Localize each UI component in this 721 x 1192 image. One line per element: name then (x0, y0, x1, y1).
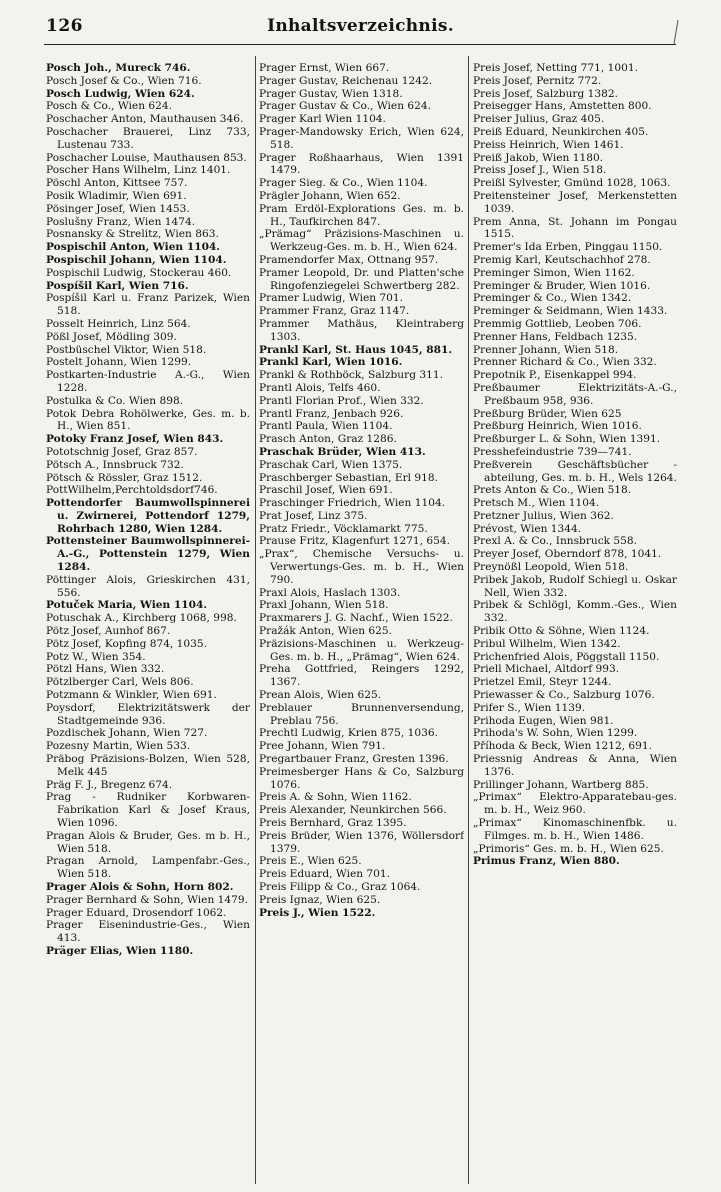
index-entry: Posch Joh., Mureck 746. (46, 62, 191, 74)
index-entry: Praxl Johann, Wien 518. (259, 599, 389, 612)
index-entry: Pospíšil Karl, Wien 716. (46, 279, 189, 292)
index-entry: Posch & Co., Wien 624. (46, 100, 172, 113)
index-entry: Preis Filipp & Co., Graz 1064. (259, 881, 421, 893)
index-entry: Preitensteiner Josef, Merkenstetten 1039. (473, 189, 677, 215)
index-entry: Prager Ernst, Wien 667. (259, 62, 390, 74)
index-entry: Preha Gottfried, Reingers 1292, 1367. (259, 663, 464, 689)
index-entry: Prantl Florian Prof., Wien 332. (259, 394, 424, 407)
index-entry: Prasch Anton, Graz 1286. (259, 433, 397, 446)
index-entry: Preiß Jakob, Wien 1180. (473, 151, 604, 164)
index-entry: Preis Bernhard, Graz 1395. (259, 817, 407, 830)
index-entry: Prantl Paula, Wien 1104. (259, 420, 393, 433)
index-entry: Preyer Josef, Oberndorf 878, 1041. (473, 548, 662, 561)
index-entry: Preis A. & Sohn, Wien 1162. (259, 791, 412, 804)
index-entry: Prenner Johann, Wien 518. (473, 343, 619, 356)
index-entry: Preßburger L. & Sohn, Wien 1391. (473, 433, 661, 446)
index-entry: Praschberger Sebastian, Erl 918. (259, 471, 439, 484)
index-entry: Pramer Leopold, Dr. und Platten'sche Ringofenziegelei Schwertberg 282. (259, 266, 464, 292)
index-entry: Postbüschel Viktor, Wien 518. (46, 343, 207, 356)
index-entry: Premig Karl, Keutschachhof 278. (473, 253, 651, 266)
index-entry: Prévost, Wien 1344. (473, 522, 582, 535)
index-entry: Preblauer Brunnenversendung, Preblau 756. (259, 701, 464, 727)
index-entry: Pregartbauer Franz, Gresten 1396. (259, 753, 449, 766)
index-entry: Postkarten-Industrie A.-G., Wien 1228. (46, 369, 250, 394)
index-entry: Preiss Josef J., Wien 518. (473, 164, 607, 177)
index-entry: Praschil Josef, Wien 691. (259, 484, 393, 497)
index-entry: Preiser Julius, Graz 405. (473, 113, 605, 126)
index-entry: Preis Ignaz, Wien 625. (259, 893, 381, 906)
index-entry: Preis Josef, Pernitz 772. (473, 74, 602, 87)
index-entry: Potoky Franz Josef, Wien 843. (46, 433, 224, 446)
index-entry: „Primax“ Elektro-Apparatebau-ges. m. b. H., Weiz 960. (473, 791, 677, 817)
index-entry: Pribek Jakob, Rudolf Schiegl u. Oskar Nell, Wien 332. (473, 573, 677, 599)
index-entry: Pototschnig Josef, Graz 857. (46, 445, 198, 458)
index-entry: Pribek & Schlögl, Komm.-Ges., Wien 332. (473, 599, 677, 625)
index-entry: Pramer Ludwig, Wien 701. (259, 292, 404, 305)
index-entry: Potz W., Wien 354. (46, 650, 146, 663)
index-entry: Premmig Gottlieb, Leoben 706. (473, 317, 642, 330)
index-entry: Prammer Franz, Graz 1147. (259, 305, 410, 318)
index-entry: Pottensteiner Baumwollspinnerei-A.-G., Pottenstein 1279, Wien 1284. (46, 535, 250, 574)
index-entry: Prager Alois & Sohn, Horn 802. (46, 881, 234, 893)
index-entry: Prager Eduard, Drosendorf 1062. (46, 906, 227, 919)
index-entry: Posch Josef & Co., Wien 716. (46, 74, 202, 87)
index-entry: Prean Alois, Wien 625. (259, 689, 382, 702)
index-entry: Prillinger Johann, Wartberg 885. (473, 778, 649, 791)
index-entry: Prankl Karl, Wien 1016. (259, 356, 403, 369)
index-entry: Preynößl Leopold, Wien 518. (473, 561, 629, 574)
index-entry: Příhoda & Beck, Wien 1212, 691. (473, 740, 653, 753)
index-entry: „Primax“ Kinomaschinenfbk. u. Filmges. m. b. H., Wien 1486. (473, 817, 677, 842)
index-entry: Pragan Arnold, Lampenfabr.-Ges., Wien 518. (46, 855, 250, 881)
index-column-2 (259, 62, 464, 1182)
index-entry: Pötz Josef, Aunhof 867. (46, 625, 171, 638)
index-entry: Prause Fritz, Klagenfurt 1271, 654. (259, 535, 450, 548)
index-entry: Prager Roßhaarhaus, Wien 1391 1479. (259, 151, 464, 177)
index-entry: Pöschl Anton, Kittsee 757. (46, 177, 188, 190)
index-entry: Priell Michael, Altdorf 993. (473, 663, 620, 676)
index-entry: Prexl A. & Co., Innsbruck 558. (473, 535, 638, 548)
index-entry: Prat Josef, Linz 375. (259, 509, 368, 522)
index-entry: Premer's Ida Erben, Pinggau 1150. (473, 241, 663, 254)
index-entry: Preimesberger Hans & Co, Salzburg 1076. (259, 765, 464, 791)
index-entry: Posselt Heinrich, Linz 564. (46, 317, 191, 330)
index-entry: Prager Karl Wien 1104. (259, 113, 386, 126)
index-entry: Pötzl Hans, Wien 332. (46, 663, 165, 676)
index-entry: Pretsch M., Wien 1104. (473, 497, 600, 510)
index-entry: Praschak Brüder, Wien 413. (259, 445, 426, 458)
column-divider (255, 56, 256, 1184)
index-entry: Pragan Alois & Bruder, Ges. m b. H., Wien 518. (46, 829, 250, 855)
index-entry: Priewasser & Co., Salzburg 1076. (473, 689, 655, 702)
index-entry: Preisegger Hans, Amstetten 800. (473, 100, 652, 113)
index-entry: Poschacher Brauerei, Linz 733, Lustenau 733. (46, 125, 250, 151)
index-entry: Pree Johann, Wien 791. (259, 740, 386, 753)
index-entry: Posik Wladimir, Wien 691. (46, 189, 187, 202)
index-entry: Pößl Josef, Mödling 309. (46, 330, 177, 343)
index-entry: Prenner Richard & Co., Wien 332. (473, 356, 657, 369)
index-entry: Priessnig Andreas & Anna, Wien 1376. (473, 753, 677, 778)
index-entry: Preis E., Wien 625. (259, 855, 362, 868)
index-entry: Presshefeindustrie 739—741. (473, 445, 632, 458)
index-entry: Prager Eisenindustrie-Ges., Wien 413. (46, 919, 250, 945)
index-entry: Pospischil Johann, Wien 1104. (46, 253, 227, 266)
index-entry: Pöttinger Alois, Grieskirchen 431, 556. (46, 573, 250, 599)
index-entry: Postulka & Co. Wien 898. (46, 394, 184, 407)
index-entry: Prammer Mathäus, Kleintraberg 1303. (259, 317, 464, 343)
index-entry: Prager Sieg. & Co., Wien 1104. (259, 177, 428, 190)
index-entry: Pötsch A., Innsbruck 732. (46, 458, 184, 471)
index-entry: „Prax“, Chemische Versuchs- u. Verwertungs-Ges. m. b. H., Wien 790. (259, 548, 464, 586)
index-entry: Poysdorf, Elektrizitätswerk der Stadtgemeinde 936. (46, 701, 250, 727)
index-entry: Potuček Maria, Wien 1104. (46, 599, 208, 612)
index-entry: Preis Eduard, Wien 701. (259, 868, 391, 881)
index-entry: Pospíšil Karl u. Franz Parizek, Wien 518. (46, 292, 250, 318)
index-entry: Pražák Anton, Wien 625. (259, 625, 392, 638)
index-entry: Präbog Präzisions-Bolzen, Wien 528, Melk 445 (46, 753, 250, 778)
index-entry: Prietzel Emil, Steyr 1244. (473, 676, 612, 689)
index-entry: Preis Josef, Netting 771, 1001. (473, 62, 638, 74)
index-entry: Preßbaumer Elektrizitäts-A.-G., Preßbaum 958, 936. (473, 381, 677, 407)
index-entry: Primus Franz, Wien 880. (473, 855, 620, 868)
index-entry: Poscher Hans Wilhelm, Linz 1401. (46, 164, 231, 177)
index-entry: Prichenfried Alois, Pöggstall 1150. (473, 650, 660, 663)
index-entry: Preminger & Seidmann, Wien 1433. (473, 305, 668, 318)
index-entry: Pozesny Martin, Wien 533. (46, 740, 191, 753)
index-entry: Prets Anton & Co., Wien 518. (473, 484, 632, 497)
index-entry: Pötzlberger Carl, Wels 806. (46, 676, 194, 689)
index-entry: PottWilhelm,Perchtoldsdorf746. (46, 484, 218, 497)
index-entry: Preißl Sylvester, Gmünd 1028, 1063. (473, 177, 671, 190)
index-entry: Pramendorfer Max, Ottnang 957. (259, 253, 439, 266)
page-number: 126 (46, 16, 83, 36)
index-entry: Pozdischek Johann, Wien 727. (46, 727, 208, 740)
index-entry: Preis J., Wien 1522. (259, 906, 376, 919)
column-divider (468, 56, 469, 1184)
index-entry: Poschacher Louise, Mauthausen 853. (46, 151, 247, 164)
index-entry: Potok Debra Rohölwerke, Ges. m. b. H., Wien 851. (46, 407, 250, 433)
index-entry: Prager Gustav, Wien 1318. (259, 87, 403, 100)
index-entry: Preminger Simon, Wien 1162. (473, 266, 635, 279)
index-entry: Pötsch & Rössler, Graz 1512. (46, 471, 203, 484)
index-entry: Preßverein Geschäftsbücher - abteilung, Ges. m. b. H., Wels 1264. (473, 458, 677, 484)
index-entry: Poschacher Anton, Mauthausen 346. (46, 113, 244, 126)
index-entry: Posch Ludwig, Wien 624. (46, 87, 195, 100)
index-entry: Prankl & Rothböck, Salzburg 311. (259, 369, 443, 382)
index-entry: Pratz Friedr., Vöcklamarkt 775. (259, 522, 428, 535)
pencil-mark-icon (664, 18, 684, 46)
index-entry: Prager Gustav & Co., Wien 624. (259, 100, 431, 113)
index-entry: Prankl Karl, St. Haus 1045, 881. (259, 343, 453, 356)
index-entry: Prihoda Eugen, Wien 981. (473, 714, 614, 727)
page-title: Inhaltsverzeichnis. (267, 16, 454, 36)
index-entry: Pospischil Anton, Wien 1104. (46, 241, 220, 254)
index-entry: Prantl Franz, Jenbach 926. (259, 407, 404, 420)
index-entry: Präg F. J., Bregenz 674. (46, 778, 173, 791)
index-entry: Pötz Josef, Kopfing 874, 1035. (46, 637, 208, 650)
index-entry: Prag - Rudniker Korbwaren-Fabrikation Karl & Josef Kraus, Wien 1096. (46, 791, 250, 830)
index-entry: Praxmarers J. G. Nachf., Wien 1522. (259, 612, 453, 625)
index-entry: Poslušny Franz, Wien 1474. (46, 215, 196, 228)
header-rule (44, 44, 676, 45)
index-entry: Postelt Johann, Wien 1299. (46, 356, 192, 369)
index-entry: Pospischil Ludwig, Stockerau 460. (46, 266, 232, 279)
index-entry: Preßburg Brüder, Wien 625 (473, 407, 622, 420)
index-entry: Pribul Wilhelm, Wien 1342. (473, 637, 621, 650)
index-entry: Präger Elias, Wien 1180. (46, 944, 194, 957)
index-entry: Prechtl Ludwig, Krien 875, 1036. (259, 727, 438, 740)
index-entry: Pösinger Josef, Wien 1453. (46, 202, 190, 215)
index-entry: Preßburg Heinrich, Wien 1016. (473, 420, 642, 433)
index-entry: Pretzner Julius, Wien 362. (473, 509, 614, 522)
index-entry: Preis Josef, Salzburg 1382. (473, 87, 618, 100)
index-entry: Pribik Otto & Söhne, Wien 1124. (473, 625, 650, 638)
index-entry: Präzisions-Maschinen u. Werkzeug-Ges. m. b. H., „Prämag“, Wien 624. (259, 637, 464, 663)
index-entry: „Primoris“ Ges. m. b. H., Wien 625. (473, 842, 664, 855)
index-entry: Prihoda's W. Sohn, Wien 1299. (473, 727, 638, 740)
index-entry: Preminger & Bruder, Wien 1016. (473, 279, 651, 292)
index-entry: Preminger & Co., Wien 1342. (473, 292, 632, 305)
index-column-1 (46, 62, 250, 1182)
index-entry: Potuschak A., Kirchberg 1068, 998. (46, 612, 237, 625)
index-entry: Prager Gustav, Reichenau 1242. (259, 74, 433, 87)
index-entry: Prantl Alois, Telfs 460. (259, 381, 381, 394)
index-entry: Posnansky & Strelitz, Wien 863. (46, 228, 219, 241)
index-entry: Prepotnik P., Eisenkappel 994. (473, 369, 637, 382)
index-entry: Pram Erdöl-Explorations Ges. m. b. H., Taufkirchen 847. (259, 202, 464, 228)
index-column-3 (473, 62, 677, 1182)
index-entry: Prem Anna, St. Johann im Pongau 1515. (473, 215, 677, 241)
index-entry: Preiß Eduard, Neunkirchen 405. (473, 125, 649, 138)
index-entry: Prager-Mandowsky Erich, Wien 624, 518. (259, 125, 464, 151)
index-entry: Preiss Heinrich, Wien 1461. (473, 138, 624, 151)
index-entry: Preis Alexander, Neunkirchen 566. (259, 804, 447, 817)
index-entry: Preis Brüder, Wien 1376, Wöllersdorf 1379. (259, 829, 464, 855)
index-entry: Potzmann & Winkler, Wien 691. (46, 689, 217, 702)
index-entry: „Prämag“ Präzisions-Maschinen u. Werkzeug-Ges. m. b. H., Wien 624. (259, 228, 464, 254)
index-entry: Prager Bernhard & Sohn, Wien 1479. (46, 893, 248, 906)
index-entry: Prifer S., Wien 1139. (473, 701, 586, 714)
index-entry: Praxl Alois, Haslach 1303. (259, 586, 401, 599)
index-entry: Prägler Johann, Wien 652. (259, 189, 401, 202)
index-entry: Praschinger Friedrich, Wien 1104. (259, 497, 446, 510)
index-entry: Pottendorfer Baumwollspinnerei u. Zwirnerei, Pottendorf 1279, Rohrbach 1280, Wien 1284. (46, 497, 250, 535)
index-entry: Prenner Hans, Feldbach 1235. (473, 330, 638, 343)
index-entry: Praschak Carl, Wien 1375. (259, 458, 403, 471)
